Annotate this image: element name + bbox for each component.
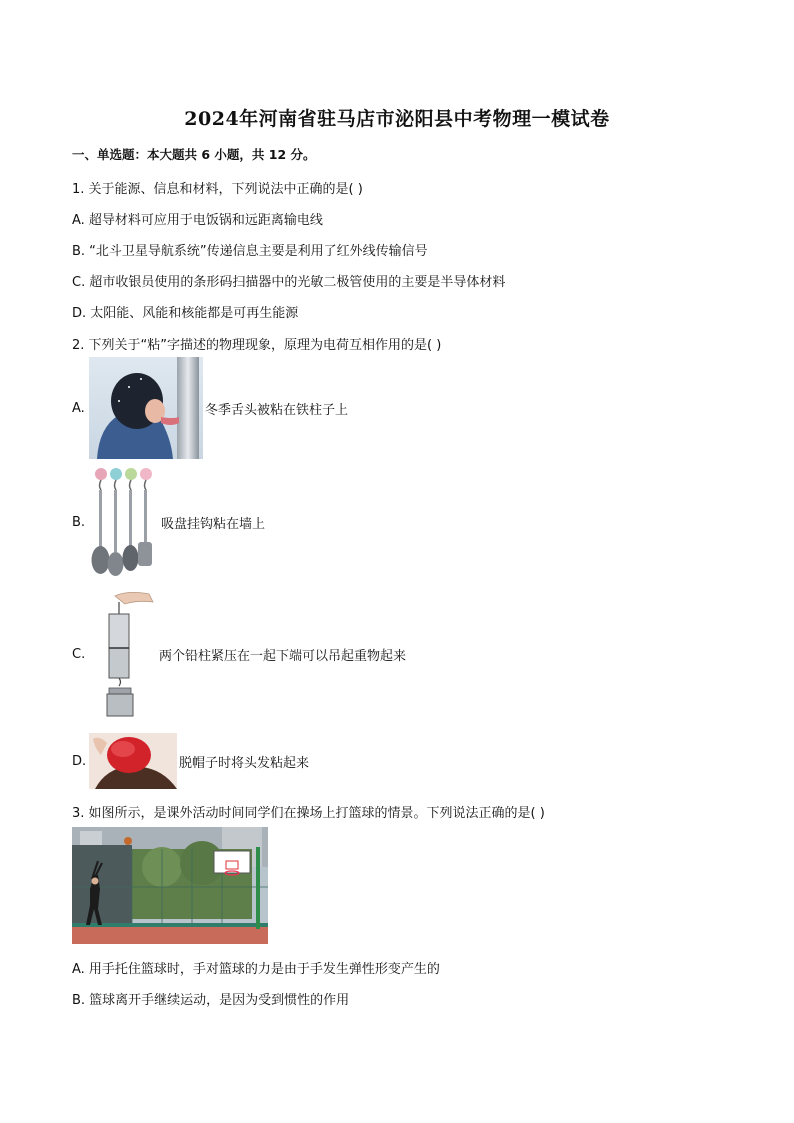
section-heading: 一、单选题：本大题共 6 小题，共 12 分。 xyxy=(72,147,316,162)
question-1-option-d: D. 太阳能、风能和核能都是可再生能源 xyxy=(72,306,299,321)
question-2-option-a xyxy=(72,357,348,459)
option-text: 脱帽子时将头发粘起来 xyxy=(179,755,310,771)
question-2-option-d xyxy=(72,733,309,789)
option-label: D. xyxy=(72,753,87,769)
option-text: 冬季舌头被粘在铁柱子上 xyxy=(205,402,349,418)
option-label: B. xyxy=(72,514,86,530)
question-1-option-b: B. “北斗卫星导航系统”传递信息主要是利用了红外线传输信号 xyxy=(72,244,428,259)
question-2-stem: 2. 下列关于“粘”字描述的物理现象，原理为电荷互相作用的是( ) xyxy=(72,338,442,353)
question-3-stem: 3. 如图所示，是课外活动时间同学们在操场上打篮球的情景。下列说法正确的是( ) xyxy=(72,806,545,821)
question-1-option-c: C. 超市收银员使用的条形码扫描器中的光敏二极管使用的主要是半导体材料 xyxy=(72,275,506,290)
option-text: 两个铅柱紧压在一起下端可以吊起重物起来 xyxy=(159,648,407,664)
question-1-stem: 1. 关于能源、信息和材料，下列说法中正确的是( ) xyxy=(72,182,363,197)
page-title: 2024年河南省驻马店市泌阳县中考物理一模试卷 xyxy=(184,108,610,130)
question-3-option-b: B. 篮球离开手继续运动，是因为受到惯性的作用 xyxy=(72,993,350,1008)
hair-static-image xyxy=(89,733,177,789)
option-label: C. xyxy=(72,646,86,662)
basketball-court-image xyxy=(72,827,268,944)
question-2-option-b xyxy=(72,466,265,578)
question-1-option-a: A. 超导材料可应用于电饭锅和远距离输电线 xyxy=(72,213,323,228)
question-3-option-a: A. 用手托住篮球时，手对篮球的力是由于手发生弹性形变产生的 xyxy=(72,962,440,977)
option-text: 吸盘挂钩粘在墙上 xyxy=(161,516,266,532)
lead-cylinders-image xyxy=(97,590,155,718)
suction-hook-image xyxy=(89,466,159,578)
question-2-option-c xyxy=(72,590,406,718)
tongue-on-pole-image xyxy=(89,357,203,459)
option-label: A. xyxy=(72,400,85,416)
